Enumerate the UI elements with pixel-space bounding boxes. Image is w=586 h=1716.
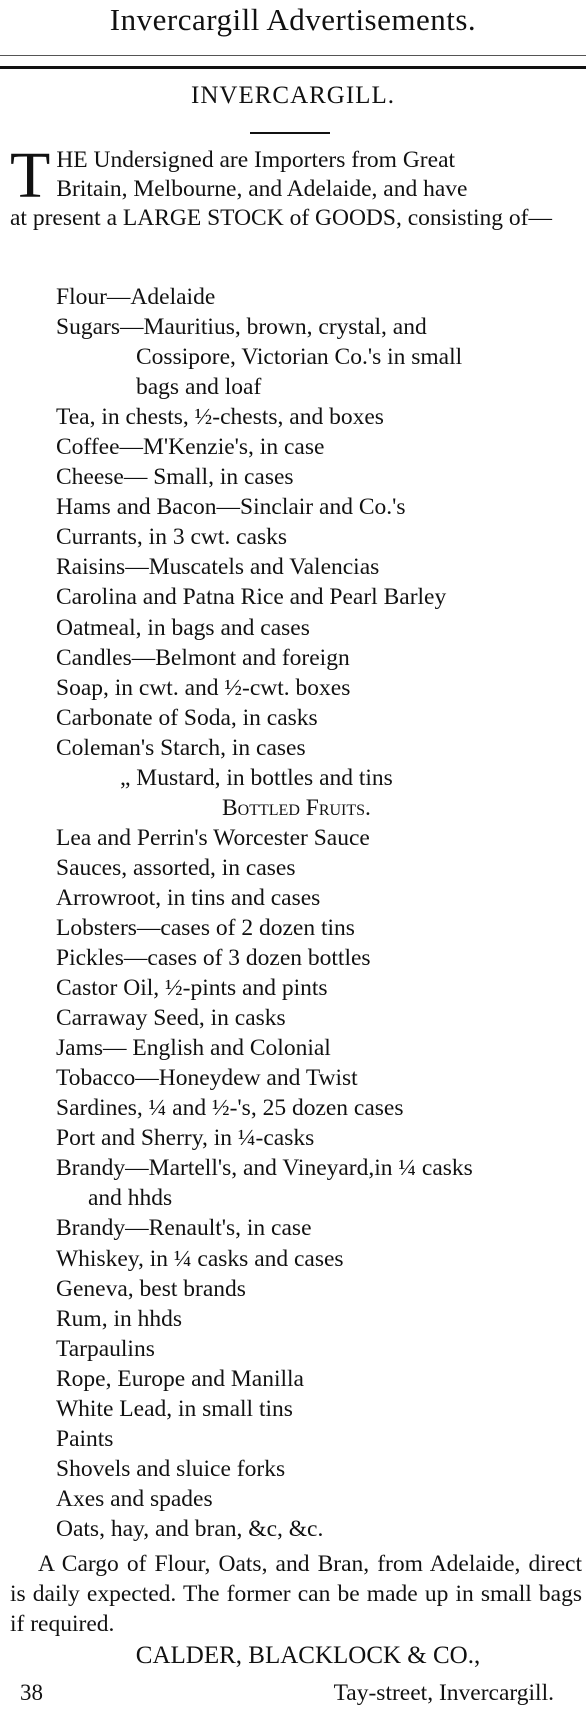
cargo-notice: A Cargo of Flour, Oats, and Bran, from Adelaide, direct is daily expected. The former can be made up in small bags if required. bbox=[10, 1551, 582, 1637]
goods-item: Candles—Belmont and foreign bbox=[56, 644, 350, 671]
goods-item: Brandy—Martell's, and Vineyard,in ¼ casks bbox=[56, 1155, 473, 1182]
masthead-title: Invercargill Advertisements. bbox=[109, 2, 477, 37]
intro-line-1: HE Undersigned are Importers from Great bbox=[56, 147, 456, 173]
goods-item: Geneva, best brands bbox=[56, 1275, 246, 1302]
intro-line-2: Britain, Melbourne, and Adelaide, and have bbox=[56, 176, 468, 202]
goods-item: Cheese— Small, in cases bbox=[56, 464, 294, 491]
goods-item: Rope, Europe and Manilla bbox=[56, 1365, 304, 1392]
intro-paragraph bbox=[10, 139, 580, 233]
goods-item: Cossipore, Victorian Co.'s in small bbox=[136, 344, 463, 371]
goods-item: Lobsters—cases of 2 dozen tins bbox=[56, 914, 355, 941]
goods-item: Sauces, assorted, in cases bbox=[56, 854, 296, 881]
goods-item: bags and loaf bbox=[136, 374, 262, 401]
goods-item: Sardines, ¼ and ½-'s, 25 dozen cases bbox=[56, 1095, 404, 1122]
intro-rest: at present a LARGE STOCK of GOODS, consisting of— bbox=[10, 205, 552, 231]
merchant-address: Tay-street, Invercargill. bbox=[333, 1680, 554, 1706]
goods-item: „ Mustard, in bottles and tins bbox=[120, 764, 393, 791]
goods-item: Tea, in chests, ½-chests, and boxes bbox=[56, 404, 384, 431]
goods-item: Jams— English and Colonial bbox=[56, 1035, 331, 1062]
goods-item: Lea and Perrin's Worcester Sauce bbox=[56, 824, 370, 851]
goods-item: Raisins—Muscatels and Valencias bbox=[56, 554, 380, 581]
goods-item: Currants, in 3 cwt. casks bbox=[56, 524, 288, 551]
goods-item: Pickles—cases of 3 dozen bottles bbox=[56, 945, 371, 972]
goods-item: Castor Oil, ½-pints and pints bbox=[56, 975, 328, 1002]
page-number: 38 bbox=[20, 1680, 43, 1705]
goods-item: Oatmeal, in bags and cases bbox=[56, 614, 310, 641]
goods-item: Bottled Fruits. bbox=[222, 794, 371, 821]
goods-item: White Lead, in small tins bbox=[56, 1395, 293, 1422]
goods-item: Whiskey, in ¼ casks and cases bbox=[56, 1245, 344, 1272]
goods-item: Carbonate of Soda, in casks bbox=[56, 704, 318, 731]
goods-item: and hhds bbox=[88, 1185, 173, 1212]
goods-item: Oats, hay, and bran, &c, &c. bbox=[56, 1515, 324, 1542]
goods-item: Soap, in cwt. and ½-cwt. boxes bbox=[56, 674, 351, 701]
masthead-thick-rule bbox=[0, 66, 586, 69]
goods-item: Hams and Bacon—Sinclair and Co.'s bbox=[56, 494, 406, 521]
goods-item: Rum, in hhds bbox=[56, 1305, 183, 1332]
goods-item: Tobacco—Honeydew and Twist bbox=[56, 1065, 358, 1092]
goods-item: Brandy—Renault's, in case bbox=[56, 1215, 312, 1242]
goods-item: Carraway Seed, in casks bbox=[56, 1005, 286, 1032]
goods-item: Shovels and sluice forks bbox=[56, 1455, 286, 1482]
goods-item: Tarpaulins bbox=[56, 1335, 155, 1362]
masthead-thin-rule bbox=[0, 55, 586, 56]
goods-item: Coleman's Starch, in cases bbox=[56, 734, 306, 761]
goods-item: Flour—Adelaide bbox=[56, 284, 216, 310]
goods-item: Sugars—Mauritius, brown, crystal, and bbox=[56, 314, 427, 341]
goods-item: Port and Sherry, in ¼-casks bbox=[56, 1125, 315, 1152]
goods-item: Axes and spades bbox=[56, 1485, 213, 1512]
merchant-signature: CALDER, BLACKLOCK & CO., bbox=[135, 1642, 481, 1669]
goods-list bbox=[56, 282, 586, 1544]
goods-item: Arrowroot, in tins and cases bbox=[56, 884, 321, 911]
goods-item: Coffee—M'Kenzie's, in case bbox=[56, 434, 325, 461]
heading-divider bbox=[250, 132, 330, 134]
drop-cap: T bbox=[10, 139, 51, 212]
goods-item: Paints bbox=[56, 1425, 114, 1452]
advert-heading: INVERCARGILL. bbox=[191, 82, 395, 109]
goods-item: Carolina and Patna Rice and Pearl Barley bbox=[56, 584, 447, 611]
